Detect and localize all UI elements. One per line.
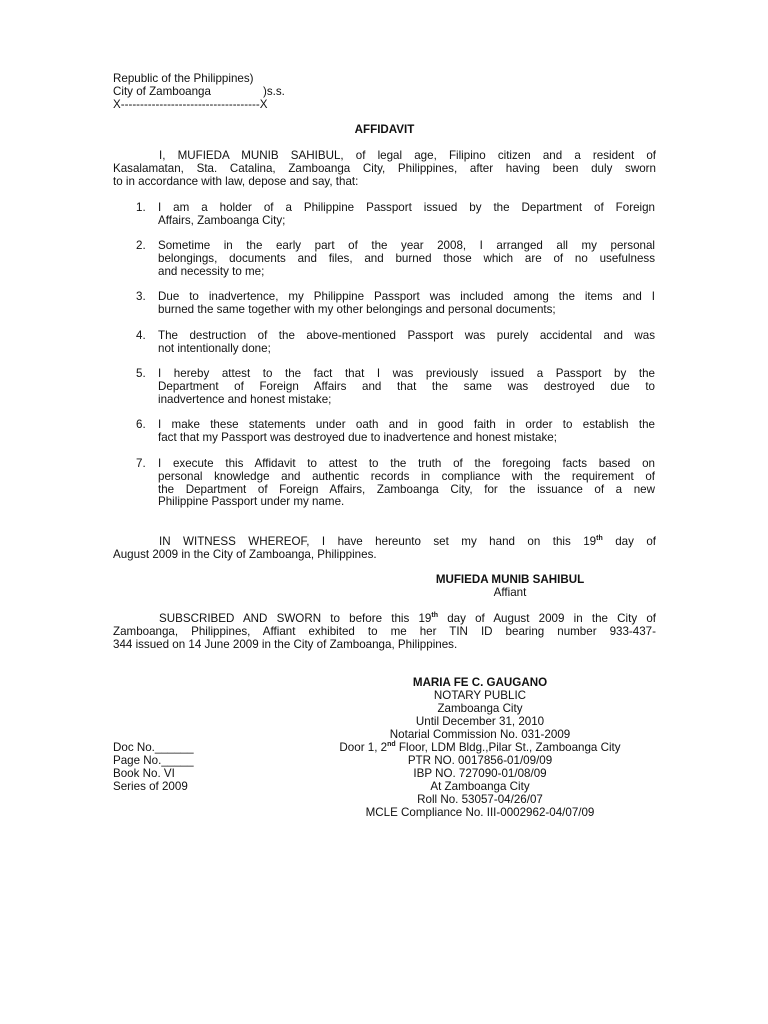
- subscribed-line-1: [113, 613, 656, 626]
- notary-at: At Zamboanga City: [430, 780, 530, 793]
- header-separator: X------------------------------------X: [113, 98, 268, 111]
- item-text-line: I execute this Affidavit to attest to the truth of the foregoing facts based on: [158, 457, 655, 470]
- item-text-line: Due to inadvertence, my Philippine Passport was included among the items and I: [158, 290, 655, 303]
- item-text-line: Sometime in the early part of the year 2008, I arranged all my personal: [158, 239, 655, 252]
- notary-commission: Notarial Commission No. 031-2009: [389, 728, 571, 741]
- intro-line-1: I, MUFIEDA MUNIB SAHIBUL, of legal age, Filipino citizen and a resident of: [159, 149, 656, 162]
- witness-text: day of: [602, 535, 656, 548]
- notary-address: [300, 742, 660, 755]
- document-title: AFFIDAVIT: [354, 123, 415, 136]
- item-number: 4.: [136, 329, 146, 342]
- series: Series of 2009: [113, 780, 188, 793]
- intro-paragraph: [113, 150, 656, 188]
- subscribed-text: SUBSCRIBED AND SWORN to before this 19: [159, 612, 432, 625]
- item-text-line: I am a holder of a Philippine Passport issued by the Department of Foreign: [158, 201, 655, 214]
- item-number: 6.: [136, 418, 146, 431]
- notary-until: Until December 31, 2010: [415, 715, 545, 728]
- address-text: Floor, LDM Bldg.,Pilar St., Zamboanga City: [395, 741, 621, 754]
- witness-paragraph: [113, 536, 656, 562]
- notary-ibp: IBP NO. 727090-01/08/09: [413, 767, 547, 780]
- item-number: 5.: [136, 367, 146, 380]
- intro-line-2: Kasalamatan, Sta. Catalina, Zamboanga City, Philippines, after having been duly sworn: [113, 161, 656, 175]
- notary-name: MARIA FE C. GAUGANO: [412, 676, 548, 689]
- item-text-line: the Department of Foreign Affairs, Zamboanga City, for the issuance of a new: [158, 482, 655, 496]
- header-ss: )s.s.: [263, 85, 285, 98]
- item-text-line: Philippine Passport under my name.: [158, 495, 345, 509]
- notary-mcle: MCLE Compliance No. III-0002962-04/07/09: [365, 806, 595, 819]
- subscribed-line-3: 344 issued on 14 June 2009 in the City of Zamboanga, Philippines.: [113, 637, 458, 651]
- witness-line-2: August 2009 in the City of Zamboanga, Philippines.: [113, 547, 377, 561]
- affiant-name: MUFIEDA MUNIB SAHIBUL: [435, 573, 585, 586]
- witness-line-1: [113, 536, 656, 549]
- item-text-line: Affairs, Zamboanga City;: [158, 213, 286, 227]
- item-text-line: Department of Foreign Affairs and that the same was destroyed due to: [158, 379, 655, 393]
- affiant-role: Affiant: [493, 586, 527, 599]
- notary-city: Zamboanga City: [437, 702, 523, 715]
- ordinal-suffix: nd: [387, 741, 396, 748]
- notary-title: NOTARY PUBLIC: [433, 689, 527, 702]
- item-text-line: I hereby attest to the fact that I was previously issued a Passport by the: [158, 367, 655, 380]
- subscribed-line-2: Zamboanga, Philippines, Affiant exhibited to me her TIN ID bearing number 933-437-: [113, 624, 656, 638]
- intro-line-3: to in accordance with law, depose and say, that:: [113, 174, 359, 188]
- ordinal-suffix: th: [596, 535, 603, 542]
- ordinal-suffix: th: [431, 612, 438, 619]
- item-text-line: I make these statements under oath and in good faith in order to establish the: [158, 418, 655, 431]
- subscribed-text: day of August 2009 in the City of: [437, 612, 657, 625]
- notary-ptr: PTR NO. 0017856-01/09/09: [407, 754, 553, 767]
- subscribed-paragraph: [113, 613, 656, 651]
- item-number: 3.: [136, 290, 146, 303]
- header-republic: Republic of the Philippines): [113, 72, 254, 85]
- item-text-line: inadvertence and honest mistake;: [158, 392, 332, 406]
- item-text-line: personal knowledge and authentic records in compliance with the requirement of: [158, 469, 655, 483]
- item-text-line: burned the same together with my other belongings and personal documents;: [158, 302, 556, 316]
- doc-number: Doc No.______: [113, 741, 194, 754]
- item-text-line: The destruction of the above-mentioned Passport was purely accidental and was: [158, 329, 655, 342]
- header-city: City of Zamboanga: [113, 85, 211, 98]
- notary-roll: Roll No. 53057-04/26/07: [417, 793, 543, 806]
- item-number: 7.: [136, 457, 146, 470]
- page-number: Page No._____: [113, 754, 194, 767]
- item-text-line: and necessity to me;: [158, 264, 265, 278]
- witness-text: IN WITNESS WHEREOF, I have hereunto set my hand on this 19: [159, 535, 597, 548]
- item-text-line: not intentionally done;: [158, 341, 271, 355]
- item-text-line: belongings, documents and files, and burned those which are of no usefulness: [158, 251, 655, 265]
- address-text: Door 1, 2: [339, 741, 388, 754]
- item-number: 1.: [136, 201, 146, 214]
- item-number: 2.: [136, 239, 146, 252]
- book-number: Book No. VI: [113, 767, 175, 780]
- item-text-line: fact that my Passport was destroyed due to inadvertence and honest mistake;: [158, 430, 557, 444]
